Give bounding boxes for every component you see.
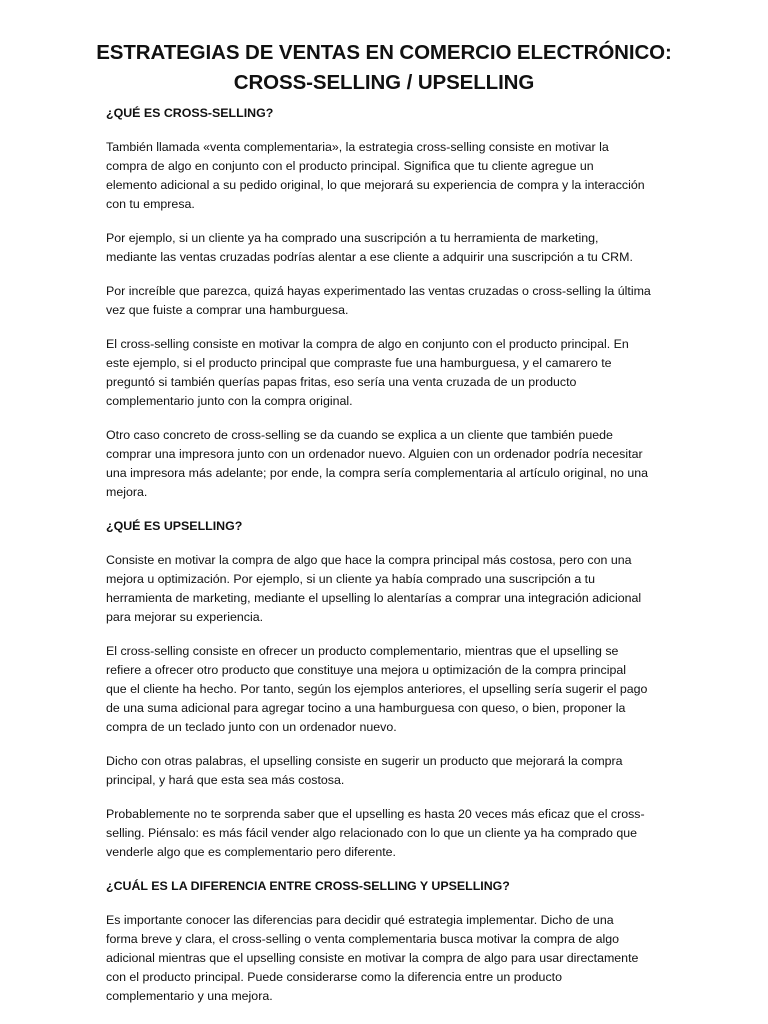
paragraph-line: complementario y una mejora. <box>106 989 273 1003</box>
paragraph <box>106 229 664 267</box>
paragraph-line: Es importante conocer las diferencias para decidir qué estrategia implementar. Dicho de una <box>106 913 614 927</box>
paragraph-line: Consiste en motivar la compra de algo que hace la compra principal más costosa, pero con una <box>106 553 632 567</box>
paragraph-line: Por ejemplo, si un cliente ya ha comprado una suscripción a tu herramienta de marketing, <box>106 231 599 245</box>
paragraph-line: Por increíble que parezca, quizá hayas experimentado las ventas cruzadas o cross-selling la última <box>106 284 651 298</box>
paragraph <box>106 642 664 737</box>
document-title-line-1: ESTRATEGIAS DE VENTAS EN COMERCIO ELECTRÓNICO: <box>96 41 672 64</box>
paragraph-line: herramienta de marketing, mediante el upselling lo alentarías a comprar una integración adicional <box>106 591 642 605</box>
section-heading: ¿QUÉ ES CROSS-SELLING? <box>106 106 274 120</box>
paragraph-line: compra de algo en conjunto con el producto principal. Significa que tu cliente agregue un <box>106 159 594 173</box>
paragraph-line: elemento adicional a su pedido original, lo que mejorará su experiencia de compra y la interacción <box>106 178 645 192</box>
paragraph-line: mejora. <box>106 485 148 499</box>
paragraph-line: complementario junto con la compra original. <box>106 394 353 408</box>
paragraph <box>106 752 664 790</box>
paragraph-line: refiere a ofrecer otro producto que constituye una mejora u optimización de la compra principal <box>106 663 626 677</box>
paragraph-line: con tu empresa. <box>106 197 195 211</box>
paragraph-line: adicional mientras que el upselling consiste en motivar la compra de algo para usar directamente <box>106 951 639 965</box>
paragraph-line: También llamada «venta complementaria», la estrategia cross-selling consiste en motivar la <box>106 140 609 154</box>
paragraph-line: vez que fuiste a comprar una hamburguesa. <box>106 303 349 317</box>
paragraph-line: preguntó si también querías papas fritas, eso sería una venta cruzada de un producto <box>106 375 577 389</box>
paragraph <box>106 335 664 411</box>
paragraph-line: que el cliente ha hecho. Por tanto, según los ejemplos anteriores, el upselling sería sugerir el pago <box>106 682 648 696</box>
paragraph-line: El cross-selling consiste en ofrecer un producto complementario, mientras que el upselling se <box>106 644 619 658</box>
paragraph <box>106 805 664 862</box>
paragraph-line: para mejorar su experiencia. <box>106 610 264 624</box>
paragraph-line: principal, y hará que esta sea más costosa. <box>106 773 345 787</box>
paragraph <box>106 911 664 1006</box>
paragraph <box>106 138 664 214</box>
paragraph <box>106 426 664 502</box>
paragraph-line: compra de un teclado junto con un ordenador nuevo. <box>106 720 397 734</box>
section-heading: ¿CUÁL ES LA DIFERENCIA ENTRE CROSS-SELLING Y UPSELLING? <box>106 879 510 893</box>
paragraph-line: de una suma adicional para agregar tocino a una hamburguesa con queso, o bien, proponer la <box>106 701 626 715</box>
paragraph-line: Probablemente no te sorprenda saber que el upselling es hasta 20 veces más eficaz que el cross- <box>106 807 645 821</box>
paragraph-line: forma breve y clara, el cross-selling o venta complementaria busca motivar la compra de algo <box>106 932 620 946</box>
paragraph-line: mediante las ventas cruzadas podrías alentar a ese cliente a adquirir una suscripción a tu CRM. <box>106 250 633 264</box>
paragraph-line: Dicho con otras palabras, el upselling consiste en sugerir un producto que mejorará la compra <box>106 754 623 768</box>
paragraph-line: este ejemplo, si el producto principal que compraste fue una hamburguesa, y el camarero te <box>106 356 612 370</box>
paragraph-line: selling. Piénsalo: es más fácil vender algo relacionado con lo que un cliente ya ha comprado que <box>106 826 638 840</box>
paragraph <box>106 282 664 320</box>
section-heading: ¿QUÉ ES UPSELLING? <box>106 519 243 533</box>
paragraph <box>106 551 664 627</box>
document-body <box>106 104 664 1021</box>
paragraph-line: El cross-selling consiste en motivar la compra de algo en conjunto con el producto principal. En <box>106 337 629 351</box>
paragraph-line: comprar una impresora junto con un ordenador nuevo. Alguien con un ordenador podría necesitar <box>106 447 643 461</box>
paragraph-line: una impresora más adelante; por ende, la compra sería complementaria al artículo original, no una <box>106 466 649 480</box>
paragraph-line: mejora u optimización. Por ejemplo, si un cliente ya había comprado una suscripción a tu <box>106 572 596 586</box>
paragraph-line: venderle algo que es complementario pero diferente. <box>106 845 396 859</box>
paragraph-line: con el producto principal. Puede considerarse como la diferencia entre un producto <box>106 970 562 984</box>
paragraph-line: Otro caso concreto de cross-selling se da cuando se explica a un cliente que también puede <box>106 428 613 442</box>
document-title-line-2: CROSS-SELLING / UPSELLING <box>233 71 535 94</box>
